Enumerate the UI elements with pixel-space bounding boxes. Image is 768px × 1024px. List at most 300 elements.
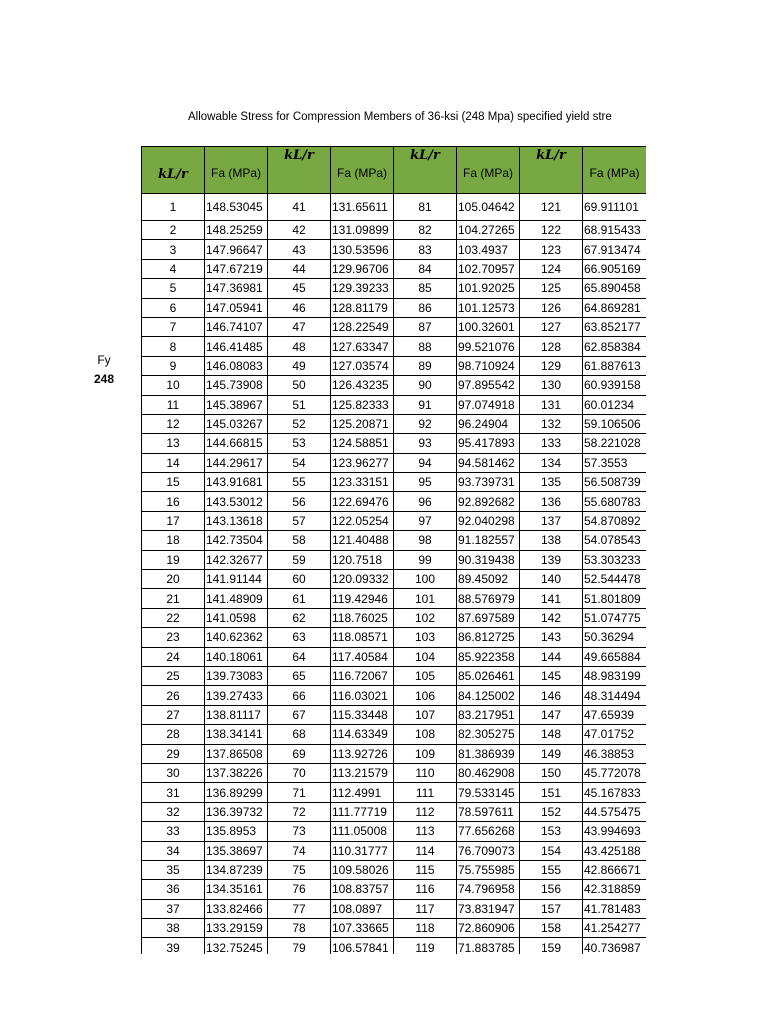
fa-cell: 128.22549 [331, 317, 394, 336]
fa-cell: 97.895542 [457, 376, 520, 395]
table-row [142, 705, 647, 724]
fa-cell: 132.75245 [205, 938, 268, 954]
fa-cell: 95.417893 [457, 434, 520, 453]
klr-cell: 98 [394, 531, 457, 550]
klr-cell: 90 [394, 376, 457, 395]
fa-cell: 135.38697 [205, 841, 268, 860]
fa-cell: 108.0897 [331, 899, 394, 918]
table-row [142, 376, 647, 395]
fa-cell: 109.58026 [331, 860, 394, 879]
fa-cell: 148.25259 [205, 221, 268, 240]
klr-cell: 29 [142, 744, 205, 763]
klr-cell: 61 [268, 589, 331, 608]
fa-cell: 92.892682 [457, 492, 520, 511]
klr-cell: 79 [268, 938, 331, 954]
fa-cell: 108.83757 [331, 880, 394, 899]
fa-cell: 140.18061 [205, 647, 268, 666]
fa-cell: 62.858384 [583, 337, 647, 356]
header-fa-4: Fa (MPa) [583, 147, 647, 194]
fa-cell: 134.87239 [205, 860, 268, 879]
table-row [142, 744, 647, 763]
klr-cell: 129 [520, 356, 583, 375]
fa-cell: 131.09899 [331, 221, 394, 240]
klr-cell: 59 [268, 550, 331, 569]
klr-cell: 63 [268, 628, 331, 647]
table-row [142, 822, 647, 841]
fa-cell: 122.05254 [331, 511, 394, 530]
fa-cell: 134.35161 [205, 880, 268, 899]
klr-cell: 33 [142, 822, 205, 841]
fa-cell: 98.710924 [457, 356, 520, 375]
fa-cell: 64.869281 [583, 298, 647, 317]
fy-value: 248 [93, 372, 115, 386]
table-row [142, 395, 647, 414]
fa-cell: 113.21579 [331, 763, 394, 782]
klr-cell: 155 [520, 860, 583, 879]
fa-cell: 51.074775 [583, 608, 647, 627]
fa-cell: 130.53596 [331, 240, 394, 259]
fa-cell: 81.386939 [457, 744, 520, 763]
klr-cell: 100 [394, 570, 457, 589]
table-row [142, 899, 647, 918]
fa-cell: 87.697589 [457, 608, 520, 627]
fa-cell: 40.736987 [583, 938, 647, 954]
fa-cell: 129.39233 [331, 279, 394, 298]
klr-cell: 81 [394, 194, 457, 221]
fa-cell: 141.91144 [205, 570, 268, 589]
klr-cell: 88 [394, 337, 457, 356]
fa-cell: 110.31777 [331, 841, 394, 860]
fa-cell: 136.89299 [205, 783, 268, 802]
klr-cell: 153 [520, 822, 583, 841]
fa-cell: 53.303233 [583, 550, 647, 569]
klr-cell: 150 [520, 763, 583, 782]
fa-cell: 82.305275 [457, 725, 520, 744]
fa-cell: 118.08571 [331, 628, 394, 647]
table-row [142, 317, 647, 336]
fa-cell: 104.27265 [457, 221, 520, 240]
klr-cell: 151 [520, 783, 583, 802]
klr-cell: 95 [394, 473, 457, 492]
fa-cell: 133.29159 [205, 919, 268, 938]
fa-cell: 85.026461 [457, 666, 520, 685]
fa-cell: 145.73908 [205, 376, 268, 395]
table-row [142, 279, 647, 298]
fa-cell: 57.3553 [583, 453, 647, 472]
fa-cell: 106.57841 [331, 938, 394, 954]
fa-cell: 111.77719 [331, 802, 394, 821]
table-row [142, 666, 647, 685]
table-row [142, 628, 647, 647]
klr-cell: 72 [268, 802, 331, 821]
klr-cell: 91 [394, 395, 457, 414]
klr-cell: 19 [142, 550, 205, 569]
klr-cell: 110 [394, 763, 457, 782]
table-row [142, 434, 647, 453]
fa-cell: 80.462908 [457, 763, 520, 782]
klr-cell: 60 [268, 570, 331, 589]
fa-cell: 45.167833 [583, 783, 647, 802]
fa-cell: 143.13618 [205, 511, 268, 530]
table-row [142, 511, 647, 530]
klr-cell: 157 [520, 899, 583, 918]
klr-cell: 12 [142, 414, 205, 433]
klr-cell: 128 [520, 337, 583, 356]
klr-cell: 142 [520, 608, 583, 627]
fa-cell: 79.533145 [457, 783, 520, 802]
klr-cell: 75 [268, 860, 331, 879]
fa-cell: 114.63349 [331, 725, 394, 744]
klr-cell: 106 [394, 686, 457, 705]
klr-cell: 140 [520, 570, 583, 589]
fa-cell: 115.33448 [331, 705, 394, 724]
klr-cell: 78 [268, 919, 331, 938]
klr-cell: 139 [520, 550, 583, 569]
fa-cell: 118.76025 [331, 608, 394, 627]
table-row [142, 240, 647, 259]
klr-cell: 137 [520, 511, 583, 530]
klr-cell: 54 [268, 453, 331, 472]
klr-cell: 41 [268, 194, 331, 221]
fa-cell: 41.254277 [583, 919, 647, 938]
fa-cell: 90.319438 [457, 550, 520, 569]
table-row [142, 221, 647, 240]
fa-cell: 127.03574 [331, 356, 394, 375]
fa-cell: 48.314494 [583, 686, 647, 705]
fa-cell: 69.911101 [583, 194, 647, 221]
fa-cell: 107.33665 [331, 919, 394, 938]
klr-cell: 23 [142, 628, 205, 647]
fa-cell: 126.43235 [331, 376, 394, 395]
klr-cell: 108 [394, 725, 457, 744]
klr-cell: 18 [142, 531, 205, 550]
fa-cell: 139.73083 [205, 666, 268, 685]
fa-cell: 51.801809 [583, 589, 647, 608]
klr-cell: 122 [520, 221, 583, 240]
table-row [142, 686, 647, 705]
fa-cell: 116.03021 [331, 686, 394, 705]
fa-cell: 141.48909 [205, 589, 268, 608]
fy-label: Fy [97, 353, 111, 367]
klr-cell: 51 [268, 395, 331, 414]
klr-cell: 86 [394, 298, 457, 317]
fa-cell: 112.4991 [331, 783, 394, 802]
klr-cell: 94 [394, 453, 457, 472]
fa-cell: 43.425188 [583, 841, 647, 860]
klr-cell: 112 [394, 802, 457, 821]
fa-cell: 102.70957 [457, 259, 520, 278]
fa-cell: 55.680783 [583, 492, 647, 511]
fa-cell: 125.82333 [331, 395, 394, 414]
fa-cell: 97.074918 [457, 395, 520, 414]
fa-cell: 58.221028 [583, 434, 647, 453]
klr-cell: 20 [142, 570, 205, 589]
klr-cell: 42 [268, 221, 331, 240]
table-row [142, 725, 647, 744]
fa-cell: 59.106506 [583, 414, 647, 433]
klr-cell: 109 [394, 744, 457, 763]
klr-cell: 82 [394, 221, 457, 240]
klr-cell: 117 [394, 899, 457, 918]
fa-cell: 146.41485 [205, 337, 268, 356]
fa-cell: 142.73504 [205, 531, 268, 550]
header-fa-1: Fa (MPa) [205, 147, 268, 194]
fa-cell: 71.883785 [457, 938, 520, 954]
klr-cell: 158 [520, 919, 583, 938]
klr-cell: 159 [520, 938, 583, 954]
fa-cell: 105.04642 [457, 194, 520, 221]
table-row [142, 647, 647, 666]
allowable-stress-table [141, 146, 646, 954]
fa-cell: 137.38226 [205, 763, 268, 782]
klr-cell: 83 [394, 240, 457, 259]
klr-cell: 70 [268, 763, 331, 782]
fa-cell: 84.125002 [457, 686, 520, 705]
fa-cell: 92.040298 [457, 511, 520, 530]
klr-cell: 121 [520, 194, 583, 221]
klr-cell: 48 [268, 337, 331, 356]
sheet-title: Allowable Stress for Compression Members of 36-ksi (248 Mpa) specified yield stre [188, 111, 612, 123]
table-row [142, 938, 647, 954]
klr-cell: 6 [142, 298, 205, 317]
fa-cell: 73.831947 [457, 899, 520, 918]
table-row [142, 453, 647, 472]
header-klr-3: kL/r [394, 147, 457, 194]
fa-cell: 120.09332 [331, 570, 394, 589]
klr-cell: 102 [394, 608, 457, 627]
fa-cell: 141.0598 [205, 608, 268, 627]
fa-cell: 63.852177 [583, 317, 647, 336]
fa-cell: 144.66815 [205, 434, 268, 453]
klr-cell: 154 [520, 841, 583, 860]
klr-cell: 107 [394, 705, 457, 724]
fa-cell: 123.96277 [331, 453, 394, 472]
fa-cell: 148.53045 [205, 194, 268, 221]
fa-cell: 42.318859 [583, 880, 647, 899]
header-klr-2: kL/r [268, 147, 331, 194]
fa-cell: 68.915433 [583, 221, 647, 240]
klr-cell: 118 [394, 919, 457, 938]
fa-cell: 85.922358 [457, 647, 520, 666]
klr-cell: 14 [142, 453, 205, 472]
fa-cell: 144.29617 [205, 453, 268, 472]
fa-cell: 145.38967 [205, 395, 268, 414]
fa-cell: 100.32601 [457, 317, 520, 336]
header-row [142, 147, 647, 194]
klr-cell: 38 [142, 919, 205, 938]
klr-cell: 115 [394, 860, 457, 879]
klr-cell: 133 [520, 434, 583, 453]
klr-cell: 58 [268, 531, 331, 550]
klr-cell: 156 [520, 880, 583, 899]
fa-cell: 147.96647 [205, 240, 268, 259]
klr-cell: 103 [394, 628, 457, 647]
fa-cell: 120.7518 [331, 550, 394, 569]
fa-cell: 123.33151 [331, 473, 394, 492]
klr-cell: 24 [142, 647, 205, 666]
klr-cell: 62 [268, 608, 331, 627]
fa-cell: 147.05941 [205, 298, 268, 317]
klr-cell: 113 [394, 822, 457, 841]
fa-cell: 77.656268 [457, 822, 520, 841]
klr-cell: 116 [394, 880, 457, 899]
header-fa-3: Fa (MPa) [457, 147, 520, 194]
klr-cell: 148 [520, 725, 583, 744]
fa-cell: 124.58851 [331, 434, 394, 453]
klr-cell: 104 [394, 647, 457, 666]
klr-cell: 132 [520, 414, 583, 433]
klr-cell: 32 [142, 802, 205, 821]
table-row [142, 919, 647, 938]
table-row [142, 608, 647, 627]
table-row [142, 414, 647, 433]
header-klr-4: kL/r [520, 147, 583, 194]
fa-cell: 111.05008 [331, 822, 394, 841]
klr-cell: 44 [268, 259, 331, 278]
klr-cell: 25 [142, 666, 205, 685]
klr-cell: 45 [268, 279, 331, 298]
fa-cell: 42.866671 [583, 860, 647, 879]
fa-cell: 128.81179 [331, 298, 394, 317]
table-row [142, 531, 647, 550]
fa-cell: 47.65939 [583, 705, 647, 724]
table-row [142, 259, 647, 278]
table-row [142, 473, 647, 492]
klr-cell: 111 [394, 783, 457, 802]
klr-cell: 119 [394, 938, 457, 954]
klr-cell: 4 [142, 259, 205, 278]
klr-cell: 11 [142, 395, 205, 414]
fa-cell: 56.508739 [583, 473, 647, 492]
klr-cell: 143 [520, 628, 583, 647]
table-row [142, 802, 647, 821]
klr-cell: 27 [142, 705, 205, 724]
klr-cell: 37 [142, 899, 205, 918]
klr-cell: 89 [394, 356, 457, 375]
klr-cell: 68 [268, 725, 331, 744]
klr-cell: 2 [142, 221, 205, 240]
klr-cell: 22 [142, 608, 205, 627]
fa-cell: 138.81117 [205, 705, 268, 724]
klr-cell: 35 [142, 860, 205, 879]
fa-cell: 66.905169 [583, 259, 647, 278]
fa-cell: 135.8953 [205, 822, 268, 841]
klr-cell: 30 [142, 763, 205, 782]
klr-cell: 43 [268, 240, 331, 259]
fa-cell: 89.45092 [457, 570, 520, 589]
table-row [142, 880, 647, 899]
klr-cell: 64 [268, 647, 331, 666]
fa-cell: 67.913474 [583, 240, 647, 259]
klr-cell: 26 [142, 686, 205, 705]
fa-cell: 125.20871 [331, 414, 394, 433]
klr-cell: 15 [142, 473, 205, 492]
klr-cell: 3 [142, 240, 205, 259]
fa-cell: 52.544478 [583, 570, 647, 589]
fa-cell: 101.92025 [457, 279, 520, 298]
klr-cell: 123 [520, 240, 583, 259]
fa-cell: 136.39732 [205, 802, 268, 821]
fa-cell: 137.86508 [205, 744, 268, 763]
klr-cell: 101 [394, 589, 457, 608]
allowable-stress-table-wrapper [141, 146, 646, 954]
klr-cell: 21 [142, 589, 205, 608]
fa-cell: 113.92726 [331, 744, 394, 763]
fa-cell: 88.576979 [457, 589, 520, 608]
fa-cell: 122.69476 [331, 492, 394, 511]
klr-cell: 87 [394, 317, 457, 336]
fa-cell: 145.03267 [205, 414, 268, 433]
klr-cell: 66 [268, 686, 331, 705]
table-row [142, 492, 647, 511]
klr-cell: 13 [142, 434, 205, 453]
klr-cell: 56 [268, 492, 331, 511]
fa-cell: 60.939158 [583, 376, 647, 395]
table-row [142, 763, 647, 782]
klr-cell: 76 [268, 880, 331, 899]
fa-cell: 119.42946 [331, 589, 394, 608]
table-row [142, 860, 647, 879]
klr-cell: 65 [268, 666, 331, 685]
klr-cell: 39 [142, 938, 205, 954]
klr-cell: 147 [520, 705, 583, 724]
table-row [142, 589, 647, 608]
fa-cell: 99.521076 [457, 337, 520, 356]
fa-cell: 54.870892 [583, 511, 647, 530]
klr-cell: 131 [520, 395, 583, 414]
fa-cell: 61.887613 [583, 356, 647, 375]
fa-cell: 48.983199 [583, 666, 647, 685]
klr-cell: 52 [268, 414, 331, 433]
klr-cell: 69 [268, 744, 331, 763]
klr-cell: 149 [520, 744, 583, 763]
fa-cell: 142.32677 [205, 550, 268, 569]
klr-cell: 135 [520, 473, 583, 492]
fa-cell: 50.36294 [583, 628, 647, 647]
klr-cell: 144 [520, 647, 583, 666]
fa-cell: 54.078543 [583, 531, 647, 550]
fa-cell: 147.67219 [205, 259, 268, 278]
fa-cell: 47.01752 [583, 725, 647, 744]
fa-cell: 45.772078 [583, 763, 647, 782]
fa-cell: 139.27433 [205, 686, 268, 705]
fa-cell: 46.38853 [583, 744, 647, 763]
klr-cell: 130 [520, 376, 583, 395]
klr-cell: 77 [268, 899, 331, 918]
klr-cell: 10 [142, 376, 205, 395]
klr-cell: 28 [142, 725, 205, 744]
fa-cell: 138.34141 [205, 725, 268, 744]
fa-cell: 143.53012 [205, 492, 268, 511]
klr-cell: 36 [142, 880, 205, 899]
header-fa-2: Fa (MPa) [331, 147, 394, 194]
klr-cell: 8 [142, 337, 205, 356]
fa-cell: 116.72067 [331, 666, 394, 685]
klr-cell: 57 [268, 511, 331, 530]
klr-cell: 50 [268, 376, 331, 395]
table-row [142, 783, 647, 802]
klr-cell: 47 [268, 317, 331, 336]
klr-cell: 16 [142, 492, 205, 511]
klr-cell: 1 [142, 194, 205, 221]
klr-cell: 99 [394, 550, 457, 569]
fa-cell: 101.12573 [457, 298, 520, 317]
klr-cell: 53 [268, 434, 331, 453]
header-klr-1: kL/r [142, 147, 205, 194]
table-row [142, 356, 647, 375]
klr-cell: 138 [520, 531, 583, 550]
klr-cell: 92 [394, 414, 457, 433]
